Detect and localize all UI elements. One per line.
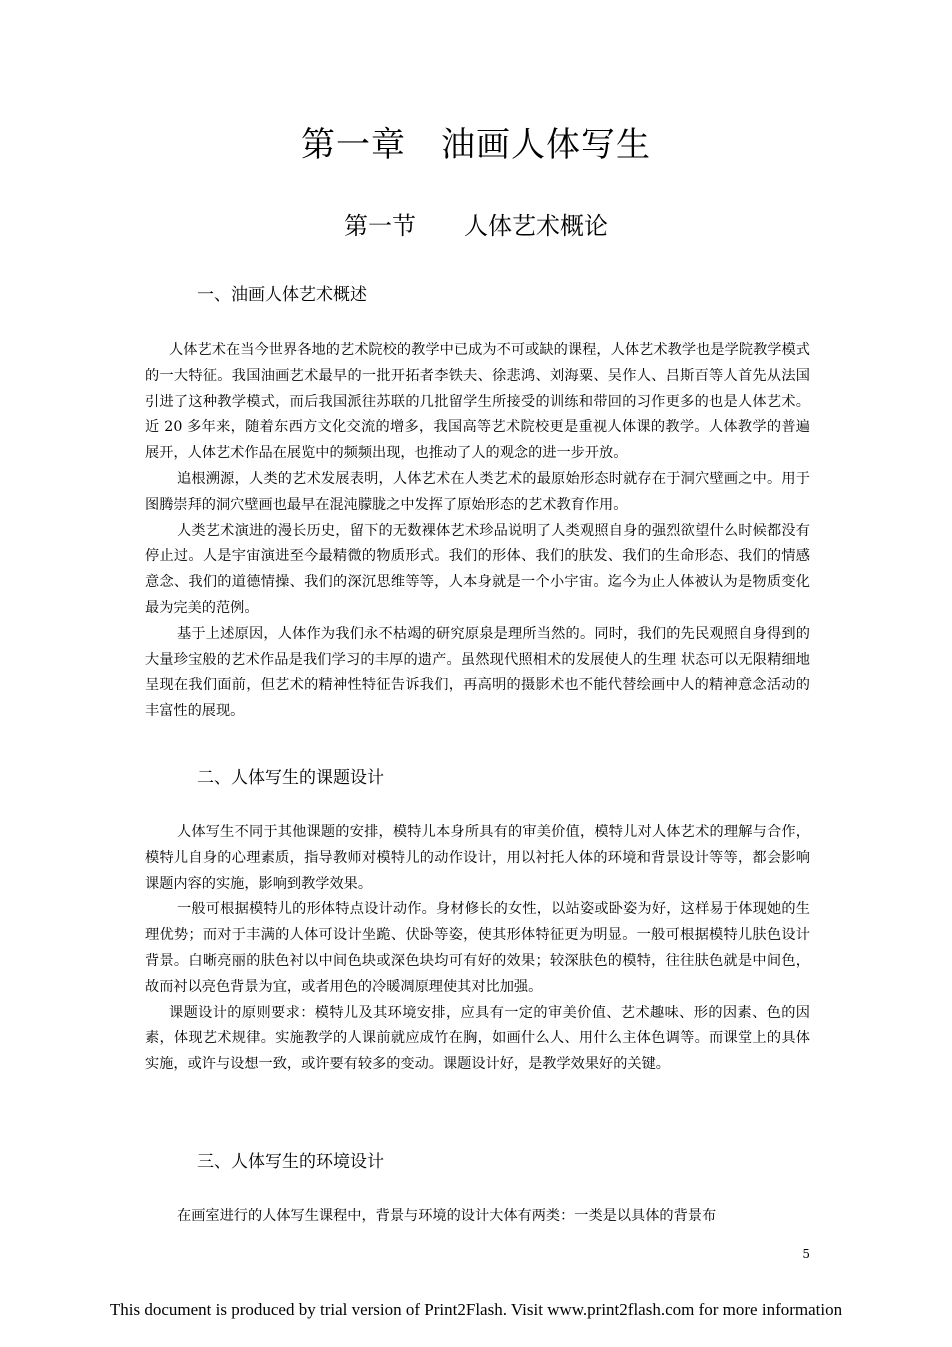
- trial-watermark-footer: This document is produced by trial version of Print2Flash. Visit www.print2flash.com for more information: [109, 1300, 843, 1319]
- paragraph: 在画室进行的人体写生课程中，背景与环境的设计大体有两类：一类是以具体的背景布: [177, 1208, 717, 1224]
- paragraph: 课题设计的原则要求：模特儿及其环境安排，应具有一定的审美价值、艺术趣味、形的因素、色的因素，体现艺术规律。实施教学的人课前就应成竹在胸，如画什么人、用什么主体色调等。而课堂上的具体实施，或许与设想一致，或许要有较多的变动。课题设计好，是教学效果好的关键。: [145, 1004, 810, 1073]
- section-body-2: [145, 820, 810, 1078]
- heading-part-3: 三、人体写生的环境设计: [197, 1152, 384, 1172]
- heading-part-2: 二、人体写生的课题设计: [197, 768, 384, 788]
- paragraph: 人体艺术在当今世界各地的艺术院校的教学中已成为不可或缺的课程，人体艺术教学也是学院教学模式的一大特征。我国油画艺术最早的一批开拓者李铁夫、徐悲鸿、刘海粟、吴作人、吕斯百等人首先从法国引进了这种教学模式，而后我国派往苏联的几批留学生所接受的训练和带回的习作更多的也是人体艺术。近 20 多年来，随着东西方文化交流的增多，我国高等艺术院校更是重视人体课的教学。人体教学的普遍展开，人体艺术作品在展览中的频频出现，也推动了人的观念的进一步开放。: [145, 342, 810, 462]
- paragraph: 人体写生不同于其他课题的安排，模特儿本身所具有的审美价值，模特儿对人体艺术的理解与合作，模特儿自身的心理素质，指导教师对模特儿的动作设计，用以衬托人体的环境和背景设计等等，都会影响课题内容的实施，影响到教学效果。: [145, 824, 810, 892]
- chapter-title: 第一章 油画人体写生: [301, 125, 651, 165]
- heading-part-1: 一、油画人体艺术概述: [197, 285, 367, 305]
- section-body-3: [145, 1204, 810, 1230]
- page-number: 5: [802, 1247, 810, 1261]
- paragraph: 一般可根据模特儿的形体特点设计动作。身材修长的女性，以站姿或卧姿为好，这样易于体现她的生理优势；而对于丰满的人体可设计坐跪、伏卧等姿，使其形体特征更为明显。一般可根据模特儿肤色设计背景。白晰亮丽的肤色衬以中间色块或深色块均可有好的效果；较深肤色的模特，往往肤色就是中间色，故而衬以亮色背景为宜，或者用色的冷暖凋原理使其对比加强。: [145, 901, 810, 995]
- section-body-1: [145, 338, 810, 725]
- paragraph: 基于上述原因，人体作为我们永不枯竭的研究原泉是理所当然的。同时，我们的先民观照自身得到的大量珍宝般的艺术作品是我们学习的丰厚的遗产。虽然现代照相术的发展使人的生理 状态可以无限精细地呈现在我们面前，但艺术的精神性特征告诉我们，再高明的摄影术也不能代替绘画中人的精神意念活动的丰富性的展现。: [145, 625, 810, 720]
- section-title: 第一节 人体艺术概论: [344, 212, 608, 240]
- paragraph: 人类艺术演进的漫长历史，留下的无数裸体艺术珍品说明了人类观照自身的强烈欲望什么时候都没有停止过。人是宇宙演进至今最精微的物质形式。我们的形体、我们的肤发、我们的生命形态、我们的情感意念、我们的道德情操、我们的深沉思维等等，人本身就是一个小宇宙。迄今为止人体被认为是物质变化最为完美的范例。: [145, 522, 810, 616]
- paragraph: 追根溯源，人类的艺术发展表明，人体艺术在人类艺术的最原始形态时就存在于洞穴壁画之中。用于图腾崇拜的洞穴壁画也最早在混沌朦胧之中发挥了原始形态的艺术教育作用。: [145, 470, 810, 513]
